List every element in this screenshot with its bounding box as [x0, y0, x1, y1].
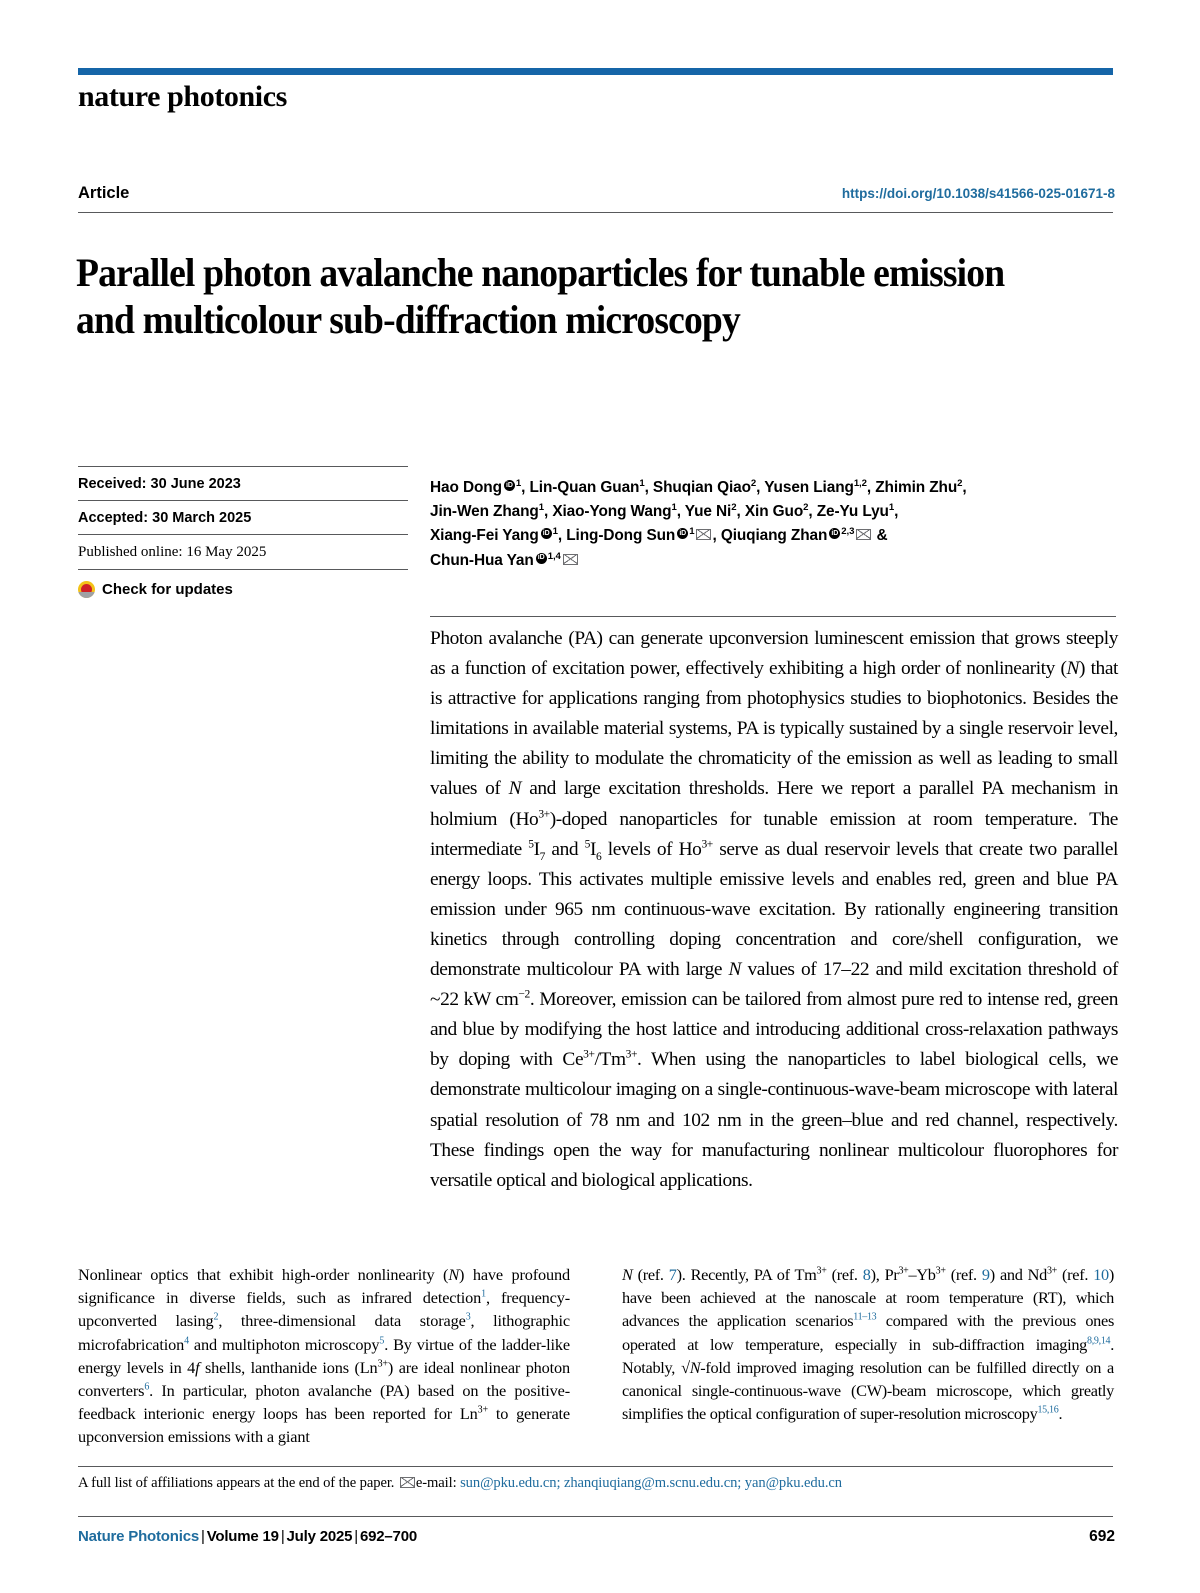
- footer-volume: Volume 19: [206, 1528, 279, 1545]
- body-columns: [78, 1263, 1114, 1449]
- author-ling-dong-sun[interactable]: , Ling-Dong Sun: [557, 527, 676, 545]
- author-ze-yu-lyu[interactable]: , Ze-Yu Lyu: [808, 503, 889, 521]
- body-text: , frequency-upconverted lasing: [78, 1288, 570, 1331]
- symbol-f: f: [195, 1357, 200, 1377]
- body-text: and multiphoton microscopy: [188, 1334, 380, 1354]
- abstract-divider: [430, 616, 1116, 617]
- affil-sup: 2: [731, 502, 737, 514]
- page-number: 692: [1089, 1528, 1115, 1545]
- citation-ref[interactable]: 2: [213, 1311, 219, 1323]
- body-text: -fold improved imaging resolution can be fulfilled directly on a canonical single-continuous-wave (CW)-beam microscope, which greatly simplifies the optical configuration of super-resolution microscopy: [622, 1357, 1114, 1424]
- author-xiao-yong-wang[interactable]: , Xiao-Yong Wang: [543, 503, 672, 521]
- citation-ref[interactable]: 7: [668, 1265, 677, 1284]
- abstract-symbol-n: N: [508, 778, 522, 800]
- body-text: ) have been achieved at the nanoscale at room temperature (RT), which advances the application scenarios: [622, 1265, 1115, 1331]
- masthead-accent-rule: [78, 68, 1113, 75]
- abstract-symbol-n: N: [1066, 658, 1080, 680]
- citation-ref[interactable]: 6: [144, 1381, 150, 1393]
- footer-journal-name[interactable]: Nature Photonics: [78, 1528, 199, 1545]
- author-xiang-fei-yang[interactable]: Xiang-Fei Yang: [430, 527, 539, 545]
- header-divider: [78, 212, 1113, 213]
- footer-divider: [78, 1516, 1113, 1517]
- body-text: , three-dimensional data storage: [218, 1311, 466, 1331]
- affiliation-text: A full list of affiliations appears at the end of the paper.: [78, 1475, 395, 1491]
- check-for-updates-label: Check for updates: [102, 581, 233, 598]
- abstract-text: and: [545, 838, 585, 860]
- charge-sup: 3+: [935, 1265, 946, 1277]
- abstract-text: . When using the nanoparticles to label biological cells, we demonstrate multicolour imaging on a single-continuous-wave-beam microscope with lateral spatial resolution of 78 nm and 102 nm in the green–blue and red channel, respectively. These findings open the way for manufacturing nonlinear multicolour fluorophores for versatile optical and biological applications.: [430, 1049, 1119, 1191]
- abstract-text: )-doped nanoparticles for tunable emission at room temperature. The intermediate: [430, 808, 1118, 860]
- symbol-n: N: [448, 1265, 460, 1284]
- body-text: ), Pr: [870, 1265, 899, 1284]
- charge-sup: 3+: [625, 1048, 638, 1061]
- journal-logo: nature photonics: [78, 80, 287, 113]
- unit-sup: −2: [518, 988, 530, 1001]
- affil-sup: 1: [689, 526, 695, 538]
- body-text: (ref.: [1056, 1265, 1094, 1284]
- affil-sup: 1: [671, 502, 677, 514]
- body-text: (ref.: [826, 1265, 863, 1284]
- citation-ref[interactable]: 15,16: [1037, 1404, 1059, 1416]
- email-icon[interactable]: [856, 529, 871, 540]
- affil-sup: 1: [639, 477, 645, 489]
- citation-ref[interactable]: 5: [379, 1335, 385, 1347]
- affiliation-divider: [78, 1466, 1113, 1467]
- citation-ref[interactable]: 8,9,14: [1087, 1335, 1111, 1347]
- footer-sep: |: [354, 1528, 358, 1545]
- page-title: Parallel photon avalanche nanoparticles for tunable emission and multicolour sub-diffraction microscopy: [76, 249, 1005, 342]
- term-symbol: I: [589, 838, 596, 860]
- body-text: Nonlinear optics that exhibit high-order nonlinearity (: [78, 1265, 449, 1284]
- received-date: Received: 30 June 2023: [78, 466, 408, 500]
- affil-sup: 2,3: [841, 526, 855, 538]
- body-text: ) have profound significance in diverse fields, such as infrared detection: [78, 1265, 570, 1308]
- footer-sep: |: [280, 1528, 285, 1545]
- affil-sup: 1: [515, 477, 522, 489]
- charge-sup: 3+: [1046, 1265, 1057, 1277]
- abstract-text: ) that is attractive for applications ranging from photophysics studies to biophotonics. Besides the limitations in available material systems, PA is typically sustained by a single reservoir level, limiting the ability to modulate the chromaticity of the emission as well as leading to small values of: [430, 658, 1118, 800]
- footer-date: July 2025: [286, 1528, 353, 1545]
- email-icon[interactable]: [696, 529, 711, 540]
- body-text: ). Recently, PA of Tm: [676, 1265, 817, 1284]
- author-chun-hua-yan[interactable]: Chun-Hua Yan: [430, 551, 534, 569]
- affil-sup: 1,4: [547, 550, 561, 562]
- abstract-text: Photon avalanche (PA) can generate upconversion luminescent emission that grows steeply as a function of excitation power, effectively exhibiting a high order of nonlinearity (: [430, 628, 1118, 680]
- body-text: .: [1058, 1404, 1063, 1424]
- publication-meta: [78, 466, 408, 598]
- charge-sup: 3+: [701, 838, 713, 851]
- email-icon[interactable]: [563, 554, 578, 565]
- author-jin-wen-zhang[interactable]: Jin-Wen Zhang: [430, 503, 539, 521]
- citation-ref[interactable]: 1: [481, 1288, 486, 1300]
- orcid-icon[interactable]: [536, 553, 547, 564]
- accepted-date: Accepted: 30 March 2025: [78, 500, 408, 534]
- footer-citation: [78, 1528, 417, 1545]
- citation-ref[interactable]: 10: [1093, 1265, 1109, 1284]
- affil-sup: 2: [957, 477, 963, 489]
- check-for-updates-button[interactable]: [78, 570, 408, 598]
- citation-ref[interactable]: 3: [465, 1311, 471, 1323]
- author-xin-guo[interactable]: , Xin Guo: [736, 503, 804, 521]
- body-column-left: [78, 1263, 570, 1449]
- citation-ref[interactable]: 8: [862, 1265, 871, 1284]
- body-text: to generate upconversion emissions with a giant: [78, 1404, 571, 1447]
- orcid-icon[interactable]: [541, 528, 552, 539]
- corresponding-emails[interactable]: sun@pku.edu.cn; zhanqiuqiang@m.scnu.edu.cn; yan@pku.edu.cn: [460, 1475, 842, 1491]
- author-list: [430, 476, 1116, 573]
- body-text: compared with the previous ones operated at low temperature, especially in sub-diffraction imaging: [622, 1311, 1114, 1354]
- term-sub: 7: [539, 850, 546, 863]
- author-lin-quan-guan[interactable]: , Lin-Quan Guan: [521, 479, 640, 496]
- body-text: ) are ideal nonlinear photon converters: [78, 1357, 571, 1401]
- orcid-icon[interactable]: [829, 528, 840, 539]
- symbol-n: N: [689, 1357, 701, 1377]
- article-type-label: Article: [78, 184, 130, 202]
- author-hao-dong[interactable]: Hao Dong: [430, 479, 502, 496]
- body-text: (ref.: [632, 1265, 669, 1284]
- author-qiuqiang-zhan[interactable]: , Qiuqiang Zhan: [712, 527, 828, 545]
- body-text: , lithographic microfabrication: [78, 1311, 570, 1354]
- author-shuqian-qiao[interactable]: , Shuqian Qiao: [644, 479, 751, 496]
- affil-sup: 1: [552, 526, 558, 538]
- citation-ref[interactable]: 11–13: [853, 1311, 877, 1323]
- affil-sup: 1,2: [853, 477, 867, 489]
- charge-sup: 3+: [583, 1048, 595, 1061]
- affiliation-note: [78, 1475, 1113, 1492]
- body-text: . In particular, photon avalanche (PA) based on the positive-feedback interionic energy loops has been reported for Ln: [78, 1381, 570, 1424]
- symbol-n: N: [622, 1265, 633, 1284]
- body-text: shells, lanthanide ions (Ln: [199, 1357, 378, 1377]
- author-ampersand: &: [876, 527, 888, 545]
- charge-sup: 3+: [898, 1265, 909, 1277]
- footer-pages: 692–700: [359, 1528, 417, 1545]
- abstract-text: levels of Ho: [601, 838, 702, 860]
- charge-sup: 3+: [538, 808, 550, 821]
- abstract: [430, 624, 1118, 1196]
- citation-ref[interactable]: 9: [981, 1265, 990, 1284]
- charge-sup: 3+: [377, 1358, 388, 1370]
- doi-link[interactable]: https://doi.org/10.1038/s41566-025-01671-8: [841, 186, 1115, 201]
- orcid-icon[interactable]: [677, 528, 688, 539]
- term-sup: 5: [528, 838, 534, 851]
- author-sep: ,: [962, 479, 967, 496]
- orcid-icon[interactable]: [504, 480, 515, 491]
- affil-sup: 2: [750, 477, 757, 489]
- affil-sup: 1: [888, 502, 895, 514]
- body-column-right: [622, 1263, 1114, 1449]
- charge-sup: 3+: [816, 1265, 827, 1277]
- body-text: –Yb: [908, 1265, 936, 1284]
- body-text: ) and Nd: [989, 1265, 1047, 1284]
- abstract-text: . Moreover, emission can be tailored from almost pure red to intense red, green and blue by modifying the host lattice and introducing additional cross-relaxation pathways by doping with Ce: [430, 989, 1118, 1071]
- abstract-symbol-n: N: [728, 959, 742, 981]
- body-text: (ref.: [945, 1265, 982, 1284]
- affil-sup: 2: [803, 502, 809, 514]
- term-sup: 5: [584, 838, 590, 851]
- author-yusen-liang[interactable]: , Yusen Liang: [756, 479, 854, 496]
- term-sub: 6: [595, 850, 602, 863]
- email-label: e-mail:: [415, 1475, 457, 1491]
- body-text: . Notably, √: [622, 1334, 1114, 1377]
- author-sep: ,: [894, 503, 899, 521]
- body-text: . By virtue of the ladder-like energy levels in 4: [78, 1334, 570, 1377]
- affil-sup: 1: [538, 502, 544, 514]
- charge-sup: 3+: [477, 1404, 488, 1416]
- published-date: Published online: 16 May 2025: [78, 534, 408, 570]
- term-symbol: I: [533, 838, 540, 860]
- author-yue-ni[interactable]: , Yue Ni: [676, 503, 732, 521]
- author-zhimin-zhu[interactable]: , Zhimin Zhu: [866, 479, 958, 496]
- abstract-text: and large excitation thresholds. Here we report a parallel PA mechanism in holmium (Ho: [430, 778, 1118, 830]
- email-icon: [400, 1477, 415, 1488]
- citation-ref[interactable]: 4: [184, 1335, 189, 1347]
- abstract-text: values of 17–22 and mild excitation threshold of ~22 kW cm: [430, 959, 1118, 1011]
- abstract-text: /Tm: [594, 1049, 626, 1071]
- crossmark-icon: [78, 581, 95, 598]
- abstract-text: serve as dual reservoir levels that create two parallel energy loops. This activates multiple emissive levels and enables red, green and blue PA emission under 965 nm continuous-wave excitation. By rationally engineering transition kinetics through controlling doping concentration and core/shell configuration, we demonstrate multicolour PA with large: [430, 838, 1118, 981]
- footer-sep: |: [200, 1528, 205, 1545]
